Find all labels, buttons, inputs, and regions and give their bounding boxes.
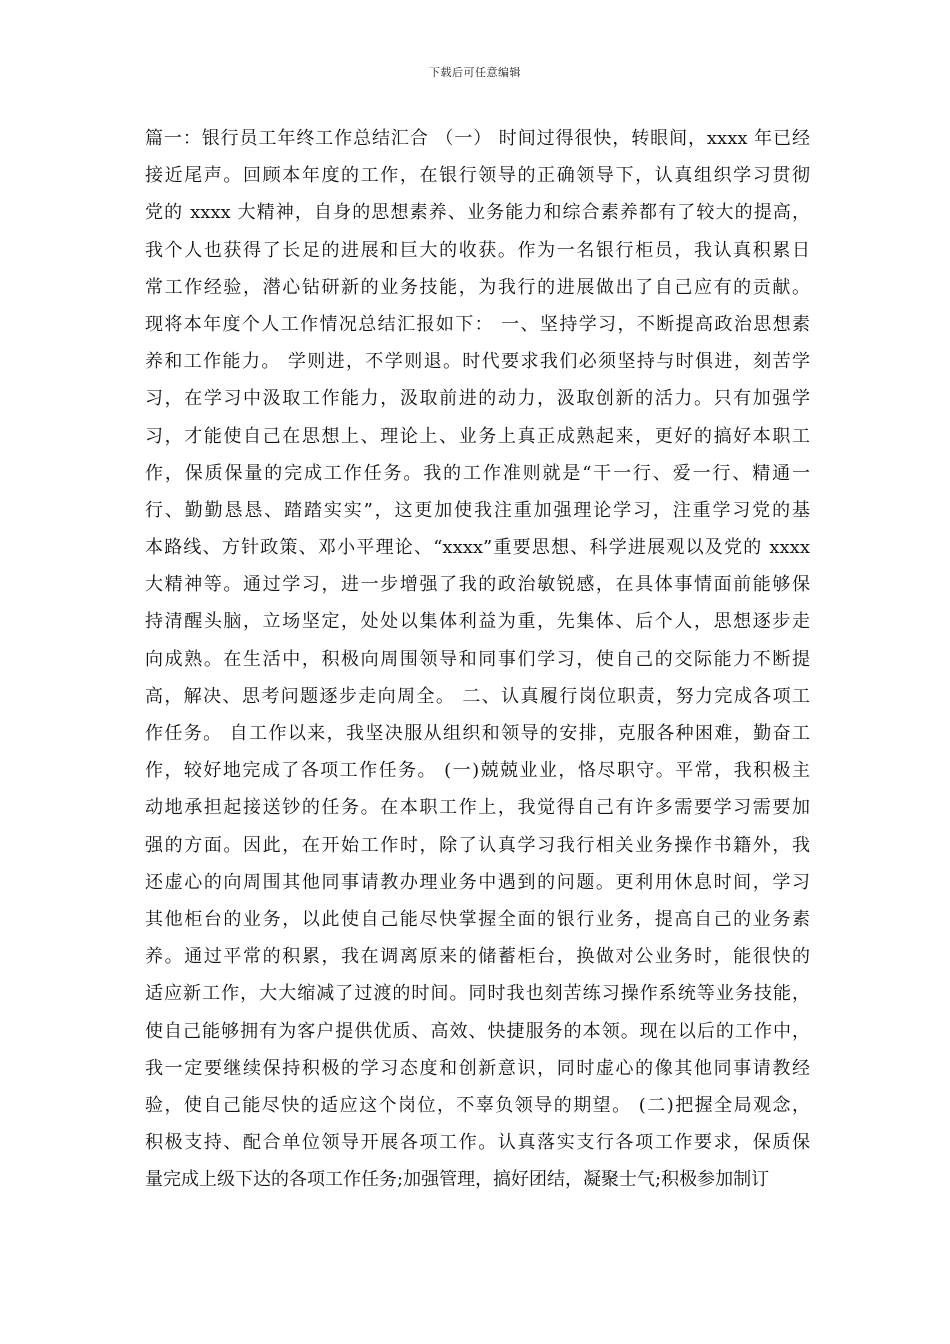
- body-line: 作任务。 自工作以来，我坚决服从组织和领导的安排，克服各种困难，勤奋工: [145, 723, 810, 744]
- body-line: 使自己能够拥有为客户提供优质、高效、快捷服务的本领。现在以后的工作中，: [145, 1020, 810, 1042]
- body-line: 现将本年度个人工作情况总结汇报如下： 一、坚持学习，不断提高政治思想素: [145, 313, 810, 335]
- body-line: 养和工作能力。 学则进，不学则退。时代要求我们必须坚持与时俱进，刻苦学: [145, 351, 810, 373]
- body-line: 行、勤勤恳恳、踏踏实实”，这更加使我注重加强理论学习，注重学习党的基: [145, 499, 810, 521]
- body-line: 验，使自己能尽快的适应这个岗位，不辜负领导的期望。 (二)把握全局观念，: [145, 1094, 810, 1116]
- body-line: 作，保质保量的完成工作任务。我的工作准则就是“干一行、爱一行、精通一: [145, 462, 810, 484]
- body-line: 还虚心的向周围其他同事请教办理业务中遇到的问题。更利用休息时间，学习: [145, 871, 810, 893]
- body-line: 常工作经验，潜心钻研新的业务技能，为我行的进展做出了自己应有的贡献。: [145, 276, 810, 298]
- body-line: 养。通过平常的积累，我在调离原来的储蓄柜台，换做对公业务时，能很快的: [145, 946, 810, 968]
- body-line: 本路线、方针政策、邓小平理论、“xxxx”重要思想、科学进展观以及党的 xxxx: [145, 537, 810, 559]
- page-header-note: 下载后可任意编辑: [429, 66, 521, 79]
- body-line: 接近尾声。回顾本年度的工作，在银行领导的正确领导下，认真组织学习贯彻: [145, 165, 810, 187]
- body-line: 积极支持、配合单位领导开展各项工作。认真落实支行各项工作要求，保质保: [145, 1132, 810, 1154]
- body-line: 大精神等。通过学习，进一步增强了我的政治敏锐感，在具体事情面前能够保: [145, 574, 810, 596]
- body-line: 习，在学习中汲取工作能力，汲取前进的动力，汲取创新的活力。只有加强学: [145, 388, 810, 410]
- body-line: 我一定要继续保持积极的学习态度和创新意识，同时虚心的像其他同事请教经: [145, 1057, 810, 1079]
- body-line: 篇一：银行员工年终工作总结汇合 （一） 时间过得很快，转眼间，xxxx 年已经: [145, 128, 810, 149]
- body-line: 其他柜台的业务，以此使自己能尽快掌握全面的银行业务，提高自己的业务素: [145, 908, 810, 930]
- body-line: 高，解决、思考问题逐步走向周全。 二、认真履行岗位职责，努力完成各项工: [145, 685, 810, 707]
- body-line: 持清醒头脑，立场坚定，处处以集体利益为重，先集体、后个人，思想逐步走: [145, 611, 810, 633]
- body-line: 动地承担起接送钞的任务。在本职工作上，我觉得自己有许多需要学习需要加: [145, 797, 810, 819]
- body-line: 向成熟。在生活中，积极向周围领导和同事们学习，使自己的交际能力不断提: [145, 648, 810, 670]
- body-line: 习，才能使自己在思想上、理论上、业务上真正成熟起来，更好的搞好本职工: [145, 425, 810, 447]
- body-line: 强的方面。因此，在开始工作时，除了认真学习我行相关业务操作书籍外，我: [145, 834, 810, 856]
- body-line: 我个人也获得了长足的进展和巨大的收获。作为一名银行柜员，我认真积累日: [145, 239, 810, 261]
- body-line: 作，较好地完成了各项工作任务。 (一)兢兢业业，恪尽职守。平常，我积极主: [145, 760, 810, 782]
- body-line: 适应新工作，大大缩减了过渡的时间。同时我也刻苦练习操作系统等业务技能，: [145, 983, 810, 1005]
- body-line: 量完成上级下达的各项工作任务;加强管理，搞好团结，凝聚士气;积极参加制订: [145, 1169, 770, 1191]
- body-line: 党的 xxxx 大精神，自身的思想素养、业务能力和综合素养都有了较大的提高，: [145, 202, 810, 224]
- document-body: [145, 120, 810, 1198]
